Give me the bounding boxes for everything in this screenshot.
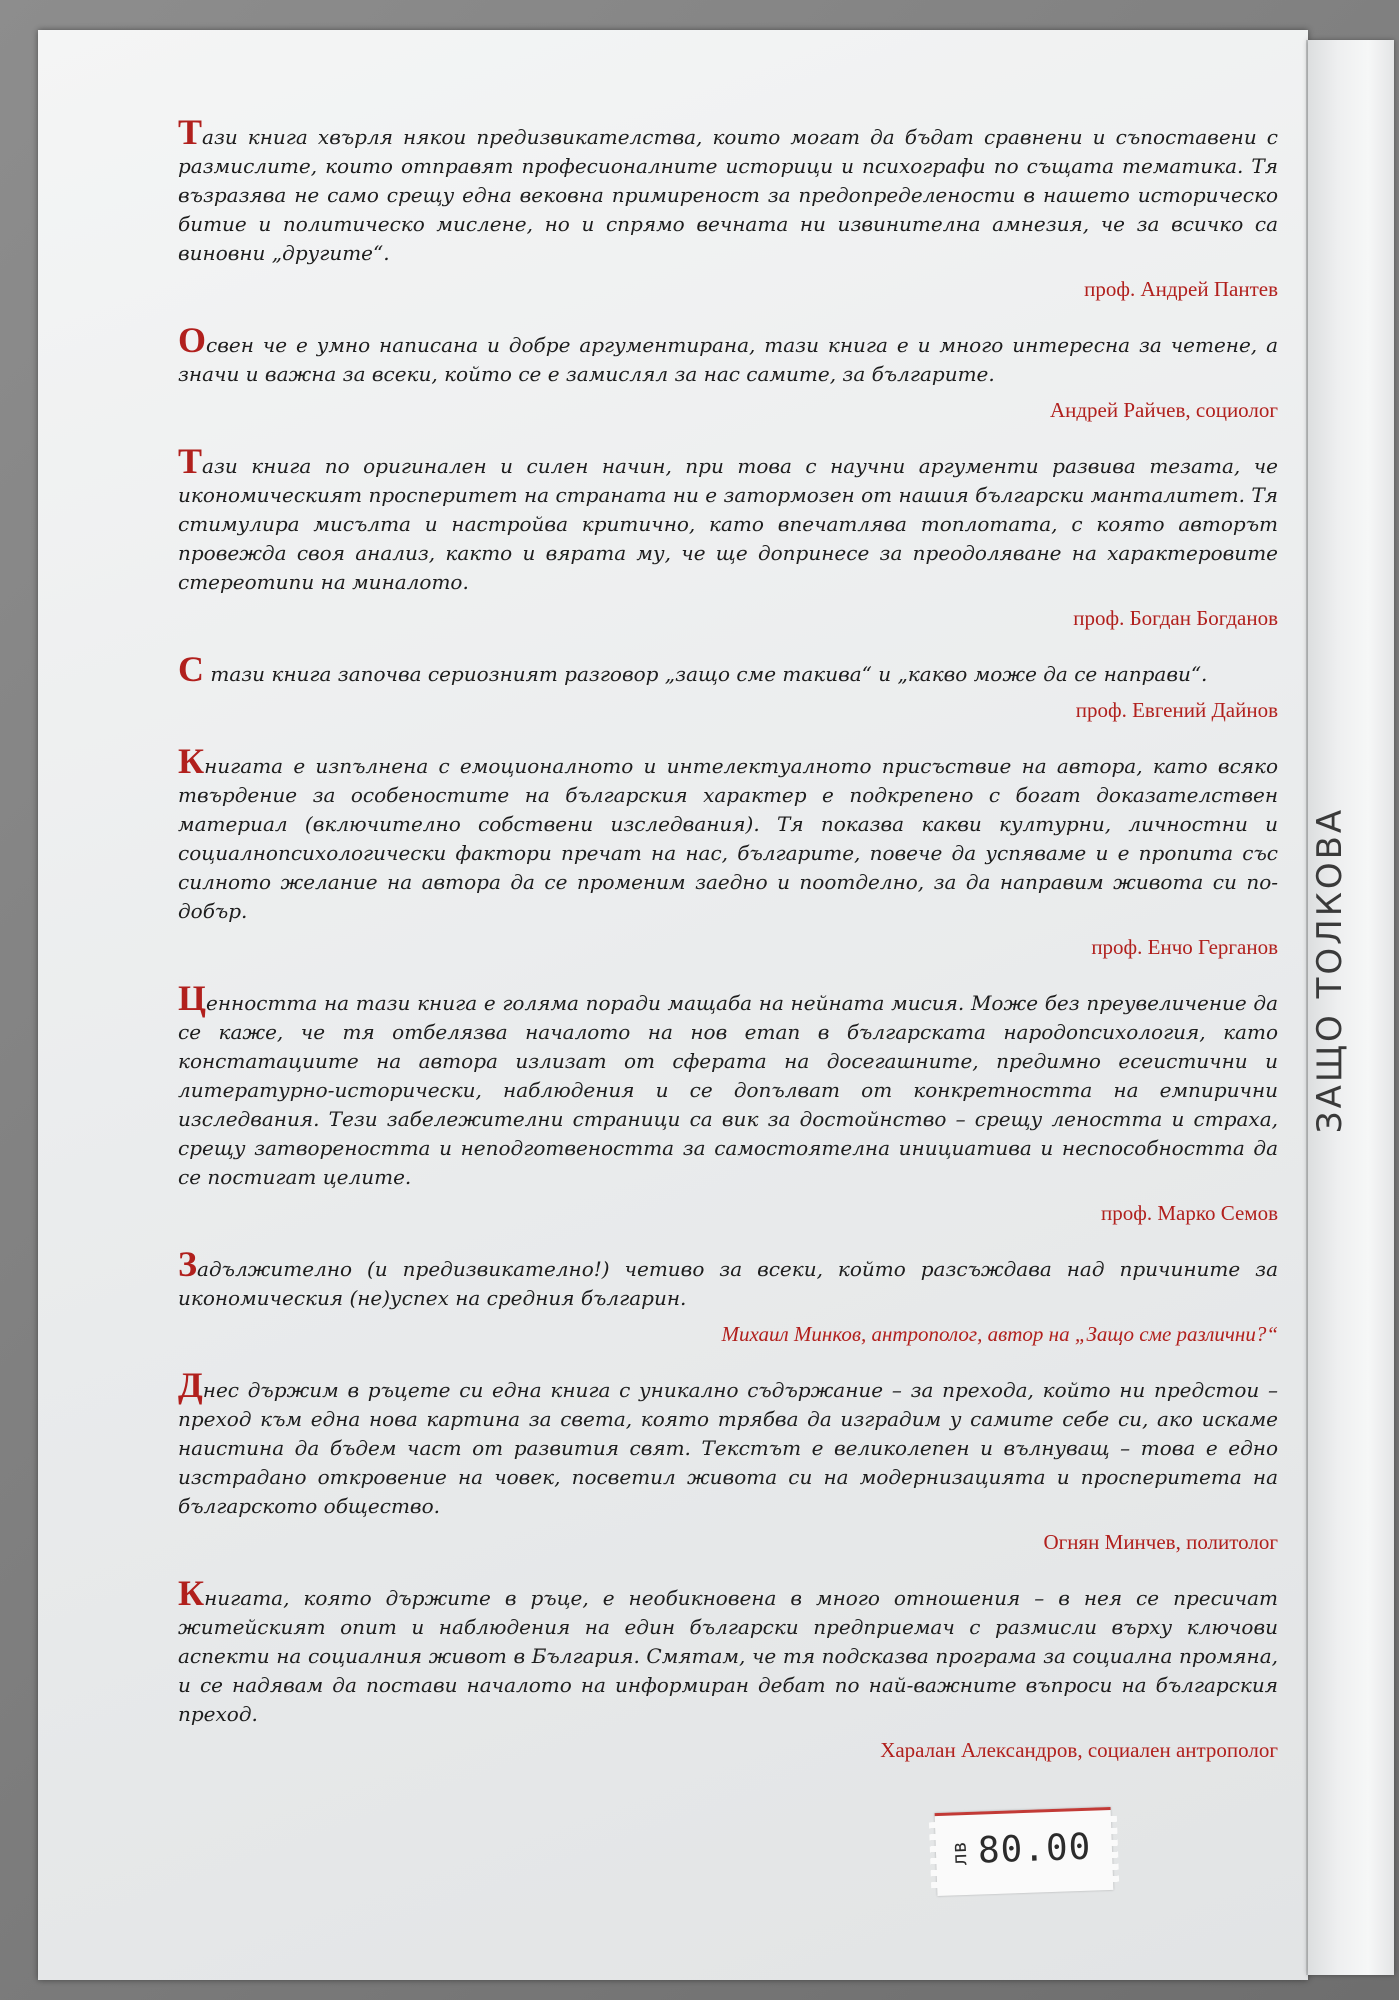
blurb-text xyxy=(178,1573,1278,1729)
drop-cap: С xyxy=(178,649,204,689)
blurb xyxy=(178,1365,1278,1557)
blurb-body: нес държим в ръцете си една книга с уникално съдържание – за прехода, който ни предстои – преход към една нова картина за света, която трябва да изградим у самите себе си, ако искаме наистина да бъдем част от развития свят. Текстът е великолепен и вълнуващ – това е едно изстрадано откровение на човек, посветил живота си на модернизацията и просперитета на българското общество. xyxy=(178,1378,1278,1518)
blurb-text xyxy=(178,741,1278,926)
blurb xyxy=(178,1573,1278,1765)
blurb xyxy=(178,649,1278,725)
blurb-text xyxy=(178,649,1278,689)
blurb-text xyxy=(178,978,1278,1192)
blurb-text xyxy=(178,1365,1278,1521)
blurb-body: енността на тази книга е голяма поради мащаба на нейната мисия. Може без преувеличение да се каже, че тя отбелязва началото на нов етап в българската народопсихология, като констатациите на автора излизат от сферата на досегашните, предимно есеистични и литературно-исторически, наблюдения и се допълват от конкретността на емпирични изследвания. Тези забележителни страници са вик за достойнство – срещу леността и страха, срещу затвореността и неподготвеността за самостоятелна инициатива и неспособността да се постигат целите. xyxy=(178,991,1278,1189)
blurb-author: Харалан Александров, социален антрополог xyxy=(880,1738,1278,1762)
blurb-author: Огнян Минчев, политолог xyxy=(1043,1530,1278,1554)
blurb-text xyxy=(178,1244,1278,1313)
price-sticker xyxy=(935,1807,1114,1896)
blurb-author: проф. Андрей Пантев xyxy=(1084,277,1278,301)
blurb-body: адължително (и предизвикателно!) четиво за всеки, който разсъждава над причините за икономическия (не)успех на средния българин. xyxy=(178,1257,1278,1310)
drop-cap: Д xyxy=(178,1365,203,1405)
blurb xyxy=(178,112,1278,304)
blurb-body: тази книга започва сериозният разговор „защо сме такива“ и „какво може да се направи“. xyxy=(204,662,1208,686)
blurb-body: нигата, която държите в ръце, е необикновена в много отношения – в нея се пресичат житейският опит и наблюдения на един български предприемач с размисли върху ключови аспекти на социалния живот в България. Смятам, че тя подсказва програма за социална промяна, и се надявам да постави началото на информиран дебат по най-важните въпроси на българския преход. xyxy=(178,1586,1278,1726)
blurb-text xyxy=(178,320,1278,389)
blurb-text xyxy=(178,441,1278,597)
blurb-author: Андрей Райчев, социолог xyxy=(1049,398,1278,422)
drop-cap: К xyxy=(178,741,205,781)
drop-cap: Ц xyxy=(178,978,207,1018)
blurb xyxy=(178,320,1278,425)
blurbs-list xyxy=(178,112,1278,1791)
blurb-author-name: Михаил Минков, антрополог, автор на „Защо сме различни?“ xyxy=(721,1322,1278,1346)
drop-cap: К xyxy=(178,1573,205,1613)
blurb-body: свен че е умно написана и добре аргументирана, тази книга е и много интересна за четене, а значи и важна за всеки, който се е замислял за нас самите, за българите. xyxy=(178,333,1278,386)
blurb xyxy=(178,1244,1278,1349)
drop-cap: Т xyxy=(178,441,203,481)
blurb-author xyxy=(178,1319,1278,1349)
price-currency: лв xyxy=(946,1840,972,1866)
blurb xyxy=(178,441,1278,633)
blurb-author: проф. Марко Семов xyxy=(1100,1201,1278,1225)
blurb xyxy=(178,978,1278,1228)
blurb-author: проф. Богдан Богданов xyxy=(1073,606,1278,630)
spine-title: ЗАЩО ТОЛКОВА xyxy=(1310,806,1350,1134)
drop-cap: З xyxy=(178,1244,198,1284)
blurb-body: ази книга хвърля някои предизвикателства, които могат да бъдат сравнени и съпоставени с размислите, които отправят професионалните историци и психографи по същата тематика. Тя възразява не само срещу една вековна примиреност за предопределености в нашето историческо битие и политическо мислене, но и спрямо вечната ни извинителна амнезия, че за всичко са виновни „другите“. xyxy=(178,125,1278,265)
blurb-text xyxy=(178,112,1278,268)
blurb xyxy=(178,741,1278,962)
blurb-author: проф. Евгений Дайнов xyxy=(1075,698,1278,722)
drop-cap: О xyxy=(178,320,207,360)
blurb-author: проф. Енчо Герганов xyxy=(1091,935,1278,959)
blurb-body: ази книга по оригинален и силен начин, при това с научни аргументи развива тезата, че икономическият просперитет на страната ни е затормозен от нашия български манталитет. Тя стимулира мисълта и настройва критично, като впечатлява топлотата, с която авторът провежда своя анализ, както и вярата му, че ще допринесе за преодоляване на характеровите стереотипи на миналото. xyxy=(178,454,1278,594)
book-back-cover xyxy=(38,30,1308,1980)
blurb-body: нигата е изпълнена с емоционалното и интелектуалното присъствие на автора, като всяко твърдение за особеностите на българския характер е подкрепено с богат доказателствен материал (включително собствени изследвания). Тя показва какви културни, личностни и социалнопсихологически фактори пречат на нас, българите, повече да успяваме и е пропита със силното желание на автора да се променим заедно и поотделно, за да направим живота си по-добър. xyxy=(178,754,1278,923)
price-value: 80.00 xyxy=(977,1826,1092,1872)
drop-cap: Т xyxy=(178,112,203,152)
